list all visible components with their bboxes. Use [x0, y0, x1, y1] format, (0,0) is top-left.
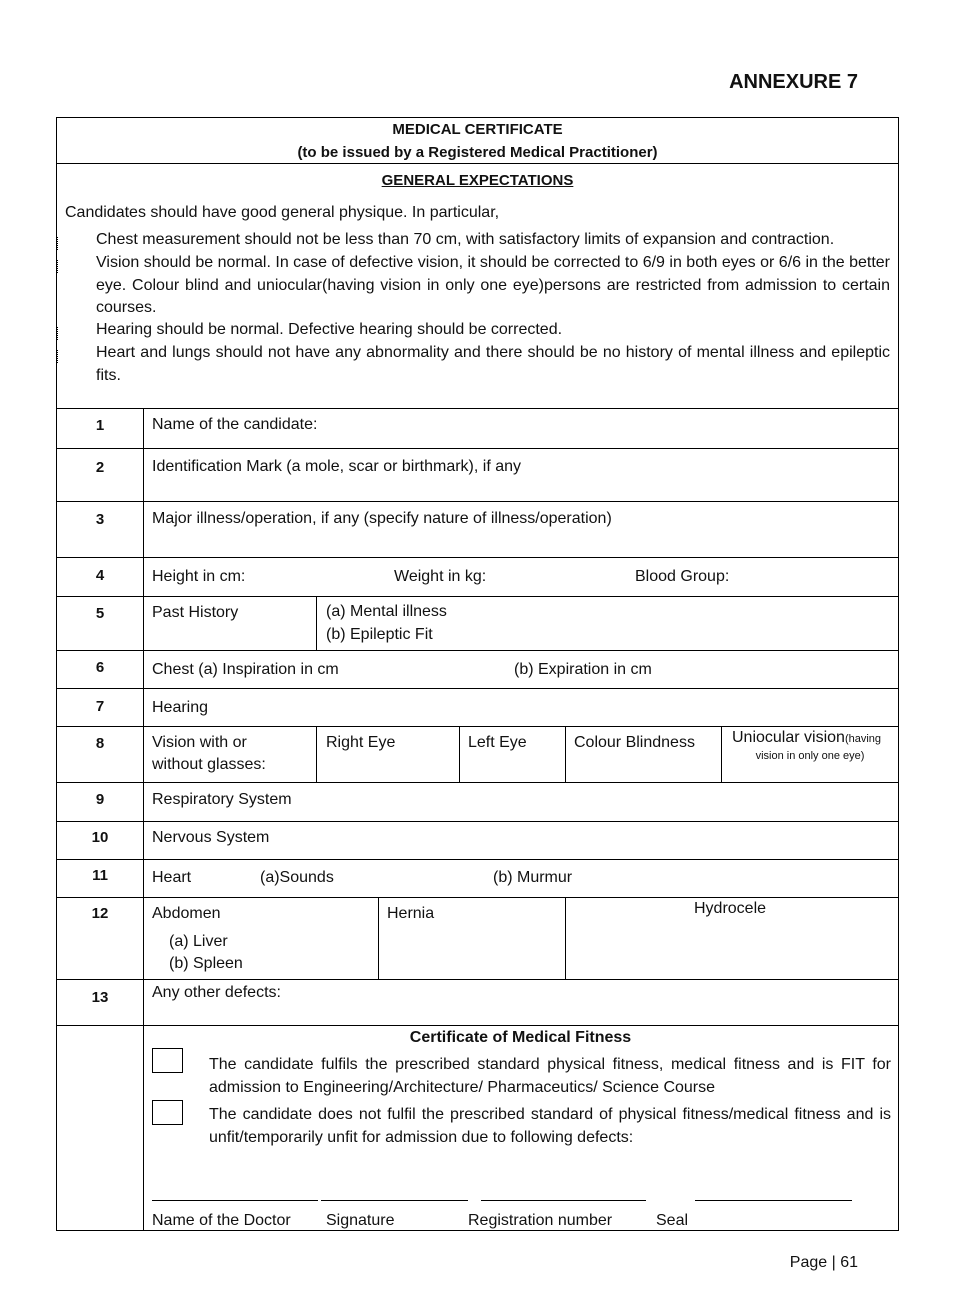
- form-subtitle: (to be issued by a Registered Medical Practitioner): [297, 144, 658, 161]
- signature-line: [321, 1200, 468, 1201]
- row-number: 6: [95, 659, 105, 676]
- divider: [57, 501, 898, 502]
- row-number: 9: [95, 791, 105, 808]
- vision-label-line2: without glasses:: [152, 756, 266, 773]
- divider: [57, 821, 898, 822]
- row-number: 3: [95, 511, 105, 528]
- identification-mark-label: Identification Mark (a mole, scar or birthmark), if any: [152, 458, 522, 475]
- fit-checkbox[interactable]: [152, 1048, 183, 1073]
- bullet-marker: [57, 237, 61, 250]
- divider: [57, 163, 898, 164]
- bullet-marker: [57, 327, 61, 340]
- vision-divider: [565, 726, 566, 782]
- fit-statement: The candidate fulfils the prescribed standard physical fitness, medical fitness and is FIT for admission to Engineering/Architecture/ Pharmaceutics/ Science Course: [209, 1056, 891, 1096]
- doctor-name-label: Name of the Doctor: [152, 1212, 291, 1229]
- row-number: 10: [91, 829, 109, 846]
- heart-label: Heart: [152, 869, 192, 886]
- row-number: 13: [91, 989, 109, 1006]
- expectation-item: Chest measurement should not be less than 70 cm, with satisfactory limits of expansion and contraction.: [96, 231, 835, 248]
- registration-line: [481, 1200, 646, 1201]
- page-number: Page | 61: [789, 1254, 858, 1271]
- abdomen-divider: [565, 897, 566, 979]
- row-number: 11: [92, 867, 108, 884]
- annexure-label: ANNEXURE 7: [729, 71, 858, 93]
- blood-group-label: Blood Group:: [635, 568, 730, 585]
- vision-divider: [316, 726, 317, 782]
- epileptic-fit-label: (b) Epileptic Fit: [326, 626, 433, 643]
- bullet-marker: [57, 350, 61, 363]
- fitness-title: Certificate of Medical Fitness: [409, 1029, 632, 1046]
- registration-number-label: Registration number: [468, 1212, 613, 1229]
- vision-label: Vision with or: [152, 734, 247, 751]
- expectation-item: Vision should be normal. In case of defective vision, it should be corrected to 6/9 in both eyes or 6/6 in the better eye. Colour blind and uniocular(having vision in only one eye)persons are restricted from admission to certain courses.: [96, 254, 890, 316]
- left-eye-label: Left Eye: [468, 734, 527, 751]
- section-heading: GENERAL EXPECTATIONS: [381, 172, 574, 189]
- nervous-system-label: Nervous System: [152, 829, 270, 846]
- row-number: 1: [95, 417, 105, 434]
- bullet-marker: [57, 260, 61, 273]
- row-number: 4: [95, 567, 105, 584]
- unfit-statement: The candidate does not fulfil the prescribed standard of physical fitness/medical fitness and is unfit/temporarily unfit for admission due to following defects:: [209, 1106, 891, 1146]
- hydrocele-label: Hydrocele: [694, 900, 767, 917]
- row-number: 2: [95, 459, 105, 476]
- respiratory-system-label: Respiratory System: [152, 791, 292, 808]
- row-number: 5: [95, 605, 105, 622]
- past-history-divider: [316, 596, 317, 650]
- divider: [57, 596, 898, 597]
- uniocular-note-line2: vision in only one eye): [755, 750, 865, 762]
- chest-expiration-label: (b) Expiration in cm: [514, 661, 652, 678]
- divider: [57, 557, 898, 558]
- abdomen-label: Abdomen: [152, 905, 221, 922]
- liver-label: (a) Liver: [169, 933, 228, 950]
- mental-illness-label: (a) Mental illness: [326, 603, 447, 620]
- expectations-intro: Candidates should have good general physique. In particular,: [65, 204, 500, 221]
- divider: [57, 688, 898, 689]
- divider: [57, 859, 898, 860]
- candidate-name-label: Name of the candidate:: [152, 416, 318, 433]
- divider: [57, 408, 898, 409]
- expectation-item: Heart and lungs should not have any abnormality and there should be no history of mental illness and epileptic fits.: [96, 344, 890, 384]
- hearing-label: Hearing: [152, 699, 209, 716]
- divider: [57, 979, 898, 980]
- chest-inspiration-label: Chest (a) Inspiration in cm: [152, 661, 339, 678]
- major-illness-label: Major illness/operation, if any (specify nature of illness/operation): [152, 510, 612, 527]
- uniocular-vision-label: [732, 727, 881, 749]
- row-number: 7: [95, 698, 105, 715]
- seal-line: [695, 1200, 852, 1201]
- row-number: 12: [91, 905, 109, 922]
- right-eye-label: Right Eye: [326, 734, 396, 751]
- divider: [57, 1025, 898, 1026]
- past-history-label: Past History: [152, 604, 239, 621]
- colour-blindness-label: Colour Blindness: [574, 734, 695, 751]
- abdomen-divider: [378, 897, 379, 979]
- other-defects-label: Any other defects:: [152, 984, 281, 1001]
- hernia-label: Hernia: [387, 905, 435, 922]
- row-number: 8: [95, 735, 105, 752]
- uniocular-text: Uniocular vision: [732, 729, 845, 746]
- seal-label: Seal: [656, 1212, 689, 1229]
- form-title: MEDICAL CERTIFICATE: [392, 121, 563, 138]
- divider: [57, 897, 898, 898]
- divider: [57, 448, 898, 449]
- expectation-item: Hearing should be normal. Defective hearing should be corrected.: [96, 321, 563, 338]
- spleen-label: (b) Spleen: [169, 955, 243, 972]
- uniocular-note: (having: [844, 733, 882, 745]
- signature-label: Signature: [326, 1212, 395, 1229]
- divider: [57, 782, 898, 783]
- unfit-checkbox[interactable]: [152, 1100, 183, 1125]
- vision-divider: [459, 726, 460, 782]
- divider: [57, 650, 898, 651]
- weight-label: Weight in kg:: [394, 568, 487, 585]
- doctor-name-line: [152, 1200, 318, 1201]
- number-column-divider: [143, 408, 144, 1231]
- height-label: Height in cm:: [152, 568, 246, 585]
- heart-sounds-label: (a)Sounds: [260, 869, 334, 886]
- medical-certificate-form: [56, 117, 899, 1231]
- heart-murmur-label: (b) Murmur: [493, 869, 573, 886]
